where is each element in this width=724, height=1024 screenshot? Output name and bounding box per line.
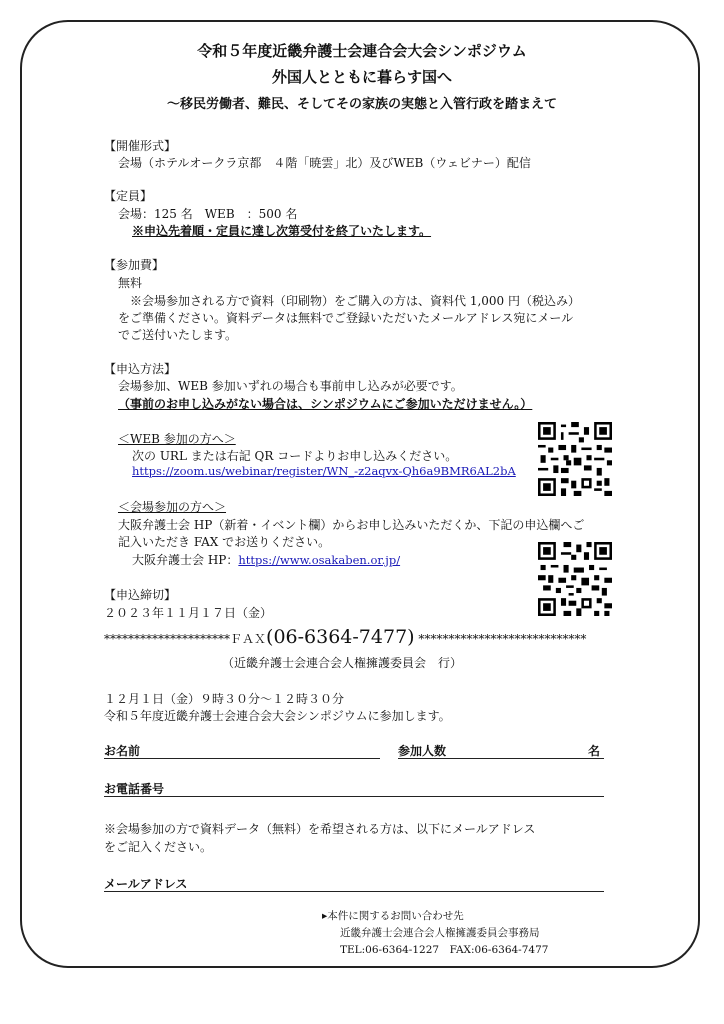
format-heading: 【開催形式】 — [104, 139, 177, 153]
method-note: （事前のお申し込みがない場合は、シンポジウムにご参加いただけません。） — [118, 397, 533, 411]
event-declaration: 令和５年度近畿弁護士会連合会大会シンポジウムに参加します。 — [104, 709, 451, 723]
event-datetime: １２月１日（金）９時３０分～１２時３０分 — [104, 692, 345, 706]
venue-hp-line — [132, 551, 400, 568]
contact-tel-fax: TEL:06-6364-1227 FAX:06-6364-7477 — [340, 944, 549, 956]
web-qr-code — [538, 422, 612, 496]
fax-label: ＦＡＸ — [230, 632, 267, 646]
deadline-heading: 【申込締切】 — [104, 588, 177, 602]
web-heading: ＜WEB 参加の方へ＞ — [118, 432, 236, 446]
fax-stars-left: ********************* — [104, 632, 230, 646]
count-unit: 名 — [588, 744, 601, 758]
capacity-note: ※申込先着順・定員に達し次第受付を終了いたします。 — [132, 224, 432, 238]
format-text: 会場（ホテルオークラ京都 ４階「暁雲」北）及びWEB（ウェビナー）配信 — [118, 156, 531, 170]
count-label: 参加人数 — [398, 744, 447, 758]
venue-heading: ＜会場参加の方へ＞ — [118, 500, 227, 514]
count-field[interactable] — [398, 758, 604, 759]
venue-hp-label: 大阪弁護士会 HP： — [132, 553, 239, 567]
fax-recipient: （近畿弁護士会連合会人権擁護委員会 行） — [222, 656, 463, 670]
mail-note-2: をご記入ください。 — [104, 840, 213, 854]
deadline-date: ２０２３年１１月１７日（金） — [104, 606, 273, 620]
mail-note-1: ※会場参加の方で資料データ（無料）を希望される方は、以下にメールアドレス — [104, 822, 536, 836]
method-heading: 【申込方法】 — [104, 362, 177, 376]
fee-note-3: でご送付いたします。 — [118, 328, 238, 342]
mail-field[interactable] — [104, 891, 604, 892]
phone-label: お電話番号 — [104, 782, 165, 796]
venue-qr-code — [538, 542, 612, 616]
web-text: 次の URL または右記 QR コードよりお申し込みください。 — [132, 449, 458, 463]
venue-text-2: 記入いただき FAX でお送りください。 — [118, 535, 331, 549]
capacity-text: 会場：125 名 WEB ：500 名 — [118, 207, 298, 221]
fee-heading: 【参加費】 — [104, 258, 165, 272]
name-field[interactable] — [104, 758, 380, 759]
method-text: 会場参加、WEB 参加いずれの場合も事前申し込みが必要です。 — [118, 379, 463, 393]
title-line-2: 外国人とともに暮らす国へ — [271, 68, 452, 86]
subtitle: ～移民労働者、難民、そしてその家族の実態と入管行政を踏まえて — [166, 97, 557, 112]
title-line-1: 令和５年度近畿弁護士会連合会大会シンポジウム — [197, 42, 527, 60]
contact-heading: ▸本件に関するお問い合わせ先 — [322, 910, 464, 922]
contact-org: 近畿弁護士会連合会人権擁護委員会事務局 — [340, 927, 540, 939]
venue-text-1: 大阪弁護士会 HP（新着・イベント欄）からお申し込みいただくか、下記の申込欄へご — [118, 518, 585, 532]
phone-field[interactable] — [104, 796, 604, 797]
mail-label: メールアドレス — [104, 877, 188, 891]
name-label: お名前 — [104, 744, 141, 758]
fax-stars-right: **************************** — [418, 632, 587, 646]
capacity-heading: 【定員】 — [104, 189, 153, 203]
fee-note-1: ※会場参加される方で資料（印刷物）をご購入の方は、資料代 1,000 円（税込み） — [130, 294, 580, 308]
fax-number: 06-6364-7477 — [273, 626, 408, 648]
fee-free: 無料 — [118, 276, 143, 290]
fee-note-2: をご準備ください。資料データは無料でご登録いただいたメールアドレス宛にメール — [118, 311, 574, 325]
venue-hp-link[interactable]: https://www.osakaben.or.jp/ — [238, 553, 401, 567]
web-url-link[interactable]: https://zoom.us/webinar/register/WN_-z2aqvx-Qh6a9BMR6AL2bA — [132, 464, 516, 478]
fax-line: *********************ＦＡＸ(06-6364-7477) **************************** — [104, 626, 587, 648]
